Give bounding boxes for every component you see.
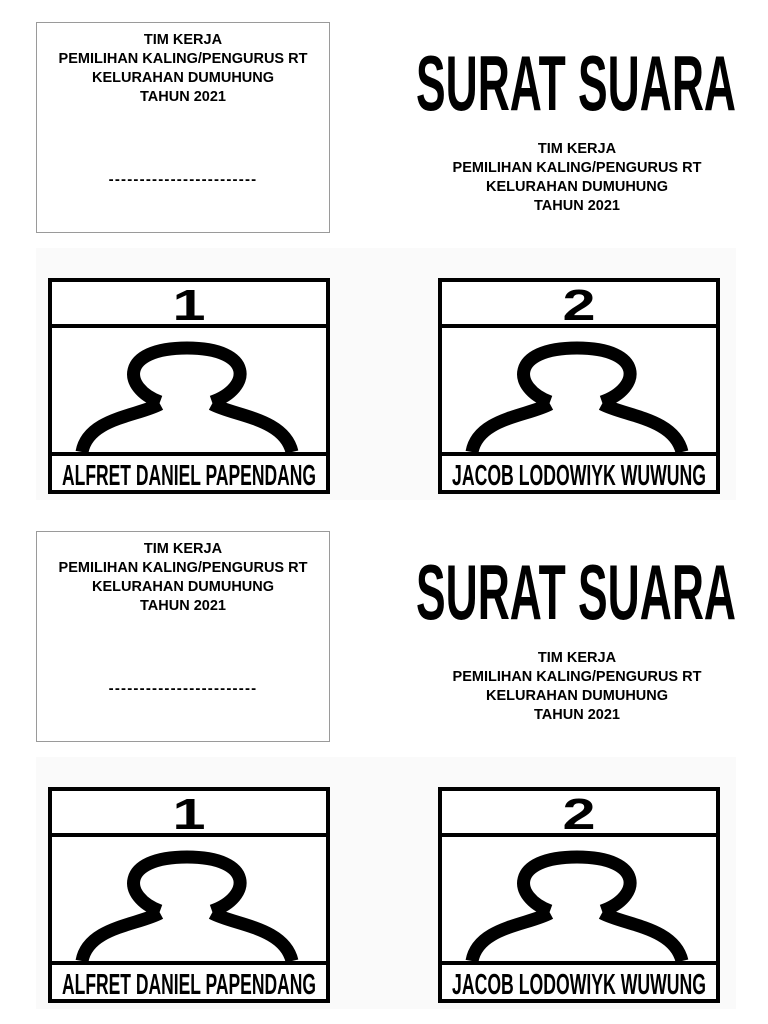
header-line-year: TAHUN 2021 [534, 707, 620, 723]
candidate-number: 1 [172, 790, 206, 840]
stub-signature-line: ------------------------ [108, 680, 258, 697]
candidate-number: 1 [172, 281, 206, 331]
ballot-header [427, 649, 727, 725]
stub-line-year: TAHUN 2021 [140, 89, 226, 105]
candidate-name-box [442, 456, 716, 490]
header-line-kelurahan: KELURAHAN DUMUHUNG [485, 179, 669, 195]
ballot-stub [36, 22, 330, 233]
stub-line-kelurahan: KELURAHAN DUMUHUNG [91, 70, 275, 86]
candidate-number-box [52, 281, 326, 331]
person-silhouette-icon [52, 328, 326, 452]
header-line-election: PEMILIHAN KALING/PENGURUS RT [452, 669, 702, 685]
stub-line-election: PEMILIHAN KALING/PENGURUS RT [58, 560, 308, 576]
person-silhouette-icon [442, 837, 716, 961]
candidate-card-2[interactable] [438, 278, 720, 494]
candidate-photo-box [442, 837, 716, 965]
header-line-election: PEMILIHAN KALING/PENGURUS RT [452, 160, 702, 176]
candidate-name: JACOB LODOWIYK WUWUNG [452, 460, 706, 492]
candidate-name-box [442, 965, 716, 999]
candidate-name: JACOB LODOWIYK WUWUNG [452, 969, 706, 1001]
stub-line-team: TIM KERJA [143, 541, 223, 557]
candidate-card-1[interactable] [48, 278, 330, 494]
candidate-photo-box [52, 328, 326, 456]
candidate-number: 2 [562, 790, 596, 840]
candidate-number-box [442, 281, 716, 331]
candidate-name: ALFRET DANIEL PAPENDANG [62, 460, 316, 492]
header-line-team: TIM KERJA [537, 141, 617, 157]
stub-line-kelurahan: KELURAHAN DUMUHUNG [91, 579, 275, 595]
ballot-title-text: SURAT SUARA [416, 39, 736, 127]
header-line-team: TIM KERJA [537, 650, 617, 666]
candidate-photo-box [52, 837, 326, 965]
stub-text [37, 31, 329, 107]
candidate-number-box [442, 790, 716, 840]
ballot-title [408, 547, 744, 636]
stub-line-election: PEMILIHAN KALING/PENGURUS RT [58, 51, 308, 67]
header-line-kelurahan: KELURAHAN DUMUHUNG [485, 688, 669, 704]
ballot-sheet-1 [0, 0, 768, 510]
ballot-sheet-2 [0, 509, 768, 1019]
person-silhouette-icon [52, 837, 326, 961]
stub-signature-line: ------------------------ [108, 171, 258, 188]
ballot-title-text: SURAT SUARA [416, 548, 736, 636]
candidate-name-box [52, 456, 326, 490]
candidate-card-2[interactable] [438, 787, 720, 1003]
candidate-number: 2 [562, 281, 596, 331]
candidate-name: ALFRET DANIEL PAPENDANG [62, 969, 316, 1001]
candidate-photo-box [442, 328, 716, 456]
stub-line-year: TAHUN 2021 [140, 598, 226, 614]
person-silhouette-icon [442, 328, 716, 452]
stub-line-team: TIM KERJA [143, 32, 223, 48]
ballot-title [408, 38, 744, 127]
candidate-number-box [52, 790, 326, 840]
header-line-year: TAHUN 2021 [534, 198, 620, 214]
candidate-name-box [52, 965, 326, 999]
candidate-card-1[interactable] [48, 787, 330, 1003]
stub-text [37, 540, 329, 616]
ballot-header [427, 140, 727, 216]
ballot-stub [36, 531, 330, 742]
